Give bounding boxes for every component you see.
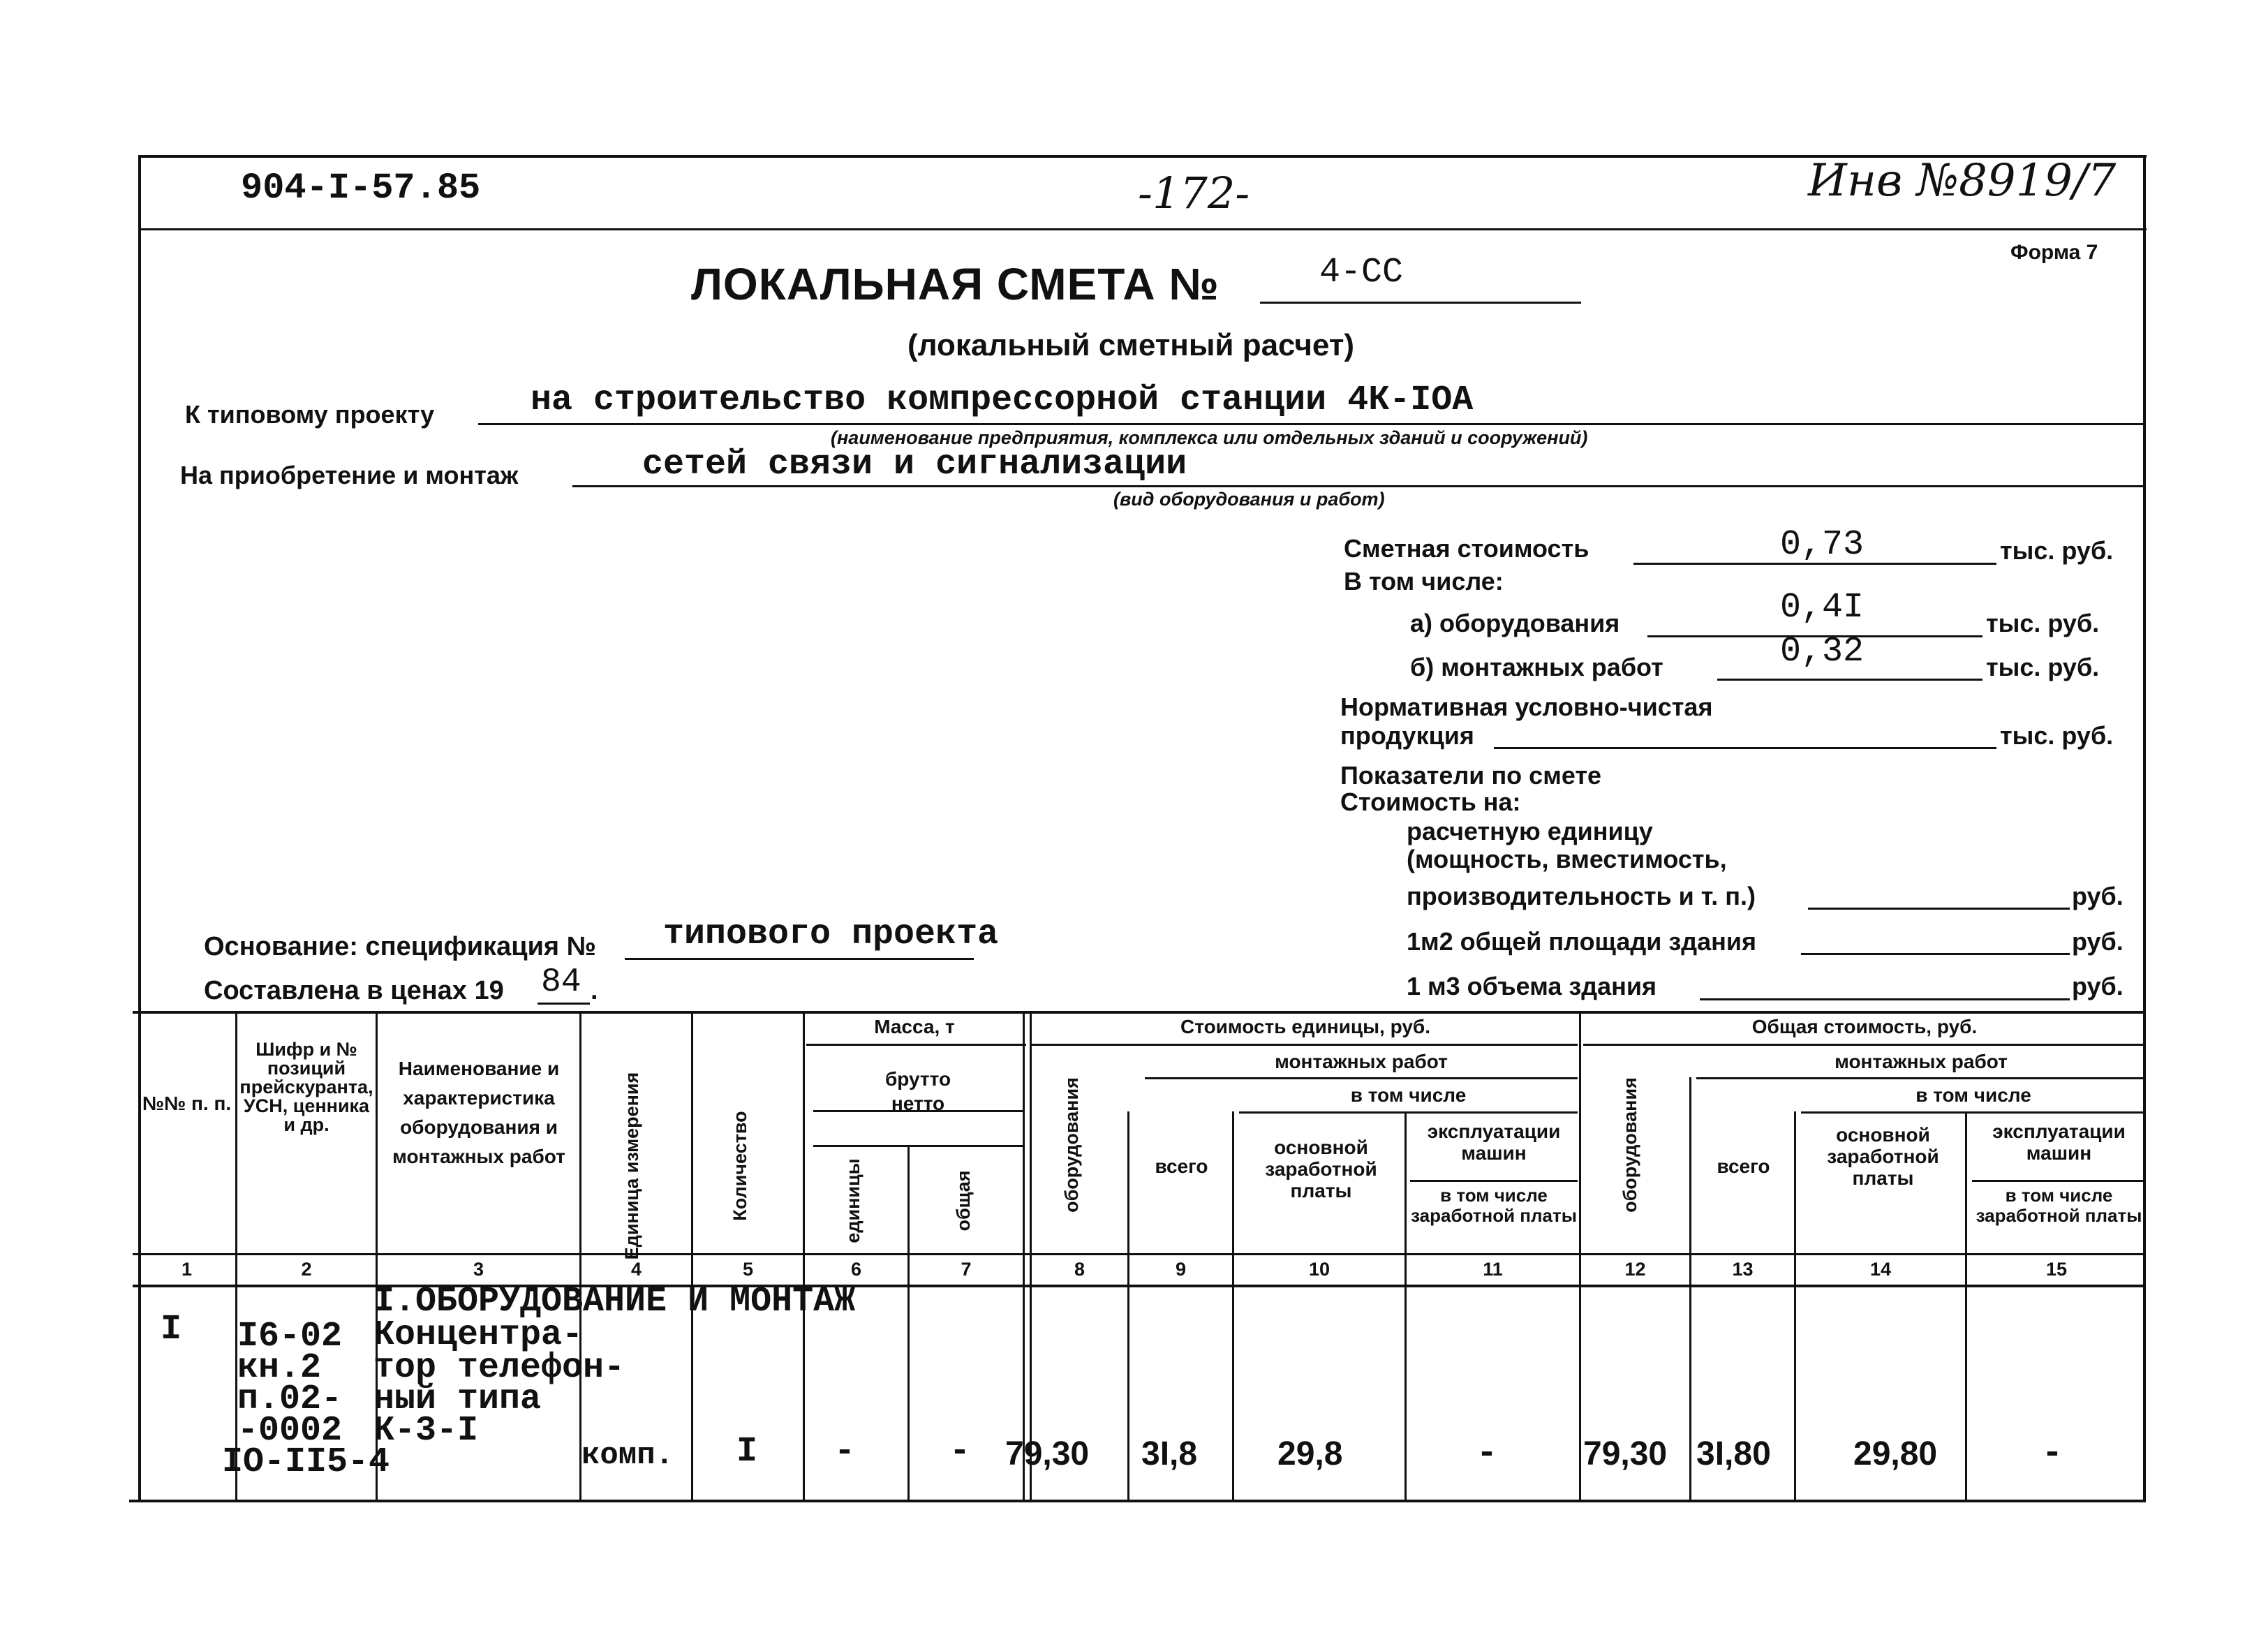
estimate-number: 4-СС [1319,253,1404,293]
row-total-installation-all: 3I,80 [1696,1435,1771,1472]
header-name: Наименование и характеристика оборудования и монтажных работ [392,1058,565,1167]
acquisition-label: На приобретение и монтаж [180,461,519,489]
basis-value: типового проекта [663,915,999,954]
prices-label: Составлена в ценах 19 [204,976,504,1005]
header-unit-all: всего [1155,1155,1208,1177]
prices-year: 84 [541,963,581,1001]
form-label: Форма 7 [2010,241,2098,264]
project-label: К типовому проекту [185,400,435,429]
section-heading: I.ОБОРУДОВАНИЕ И МОНТАЖ [373,1282,856,1322]
header-unit-of-which: в том числе [1350,1084,1467,1106]
header-code: Шифр и № позиций прейскуранта, УСН, ценника и др. [239,1039,373,1135]
header-total-base-salary: основной заработной платы [1827,1124,1939,1189]
row-total-base-salary: 29,80 [1853,1435,1938,1472]
equipment-cost-value: 0,4I [1780,588,1865,628]
basis-underline [625,958,974,960]
top-strip-divider [140,228,2147,230]
inventory-number: Инв №8919/7 [1808,155,2117,207]
col-number: 1 [181,1259,193,1280]
col-number: 10 [1308,1259,1331,1280]
row-quantity: I [736,1432,758,1472]
header-total-machines-sub: в том числе заработной платы [1976,1185,2142,1226]
normative-unit: тыс. руб. [2000,721,2114,750]
installation-cost-underline [1717,679,1982,681]
acquisition-value: сетей связи и сигнализации [642,445,1187,485]
header-bottom-line [133,1253,2146,1255]
prices-dot: . [591,976,598,1005]
header-unit: Единица измерения [621,1072,642,1260]
row-unit: комп. [581,1438,674,1473]
installation-cost-unit: тыс. руб. [1986,653,2100,681]
row-mass-total: - [949,1432,971,1472]
row-name-line: К-3-I [373,1411,479,1451]
row-code-line: -0002 [237,1411,343,1451]
header-total-cost: Общая стоимость, руб. [1751,1016,1978,1037]
indicators-label: Показатели по смете [1340,761,1602,790]
row-code-line: I6-02 [237,1317,343,1356]
col-number: 6 [850,1259,862,1280]
table-bottom-line [129,1500,2146,1502]
row-unit-installation-all: 3I,8 [1141,1435,1198,1472]
row-unit-machines: - [1476,1434,1498,1474]
cost-on-label: Стоимость на: [1340,787,1521,816]
row-mass-unit: - [834,1432,856,1472]
prices-underline [538,1003,590,1005]
header-unit-installation: монтажных работ [1275,1051,1448,1072]
total-cost-label: Сметная стоимость [1344,534,1589,563]
col-number: 12 [1624,1259,1646,1280]
acquisition-underline [572,485,2143,487]
header-unit-base-salary: основной заработной платы [1265,1137,1377,1201]
right-border [2143,155,2146,1502]
unit-rub: руб. [2072,882,2124,910]
project-value: на строительство компрессорной станции 4К-IOA [531,380,1474,420]
row-code-line: п.02- [237,1380,343,1419]
row-name-line: Концентра- [373,1315,584,1355]
project-code: 904-I-57.85 [241,168,481,209]
installation-cost-value: 0,32 [1780,632,1865,672]
row-number: I [161,1310,182,1349]
header-unit-cost: Стоимость единицы, руб. [1180,1016,1430,1037]
total-cost-unit: тыс. руб. [2000,536,2114,565]
unit-line-3: производительность и т. п.) [1407,882,1756,910]
area-underline [1801,953,2070,955]
header-row-number: №№ п. п. [142,1093,232,1114]
volume-label: 1 м3 объема здания [1407,972,1657,1000]
left-border [138,155,141,1502]
equipment-cost-label: а) оборудования [1410,609,1620,637]
header-total-equipment: оборудования [1620,1077,1640,1213]
row-code-line: IO-II5-4 [222,1442,390,1482]
acquisition-caption: (вид оборудования и работ) [1113,489,1385,510]
header-total-all: всего [1717,1155,1770,1177]
header-unit-equipment: оборудования [1061,1077,1082,1213]
equipment-cost-unit: тыс. руб. [1986,609,2100,637]
header-mass-total: общая [953,1170,974,1232]
basis-label: Основание: спецификация № [204,932,597,961]
area-label: 1м2 общей площади здания [1407,927,1757,956]
row-name-line: тор телефон- [373,1348,625,1388]
header-mass-unit: единицы [843,1158,864,1243]
row-unit-base-salary: 29,8 [1277,1435,1343,1472]
col-number: 13 [1732,1259,1754,1280]
col-number: 15 [2045,1259,2068,1280]
table-top-line [133,1011,2146,1014]
unit-line-2: (мощность, вместимость, [1407,845,1727,873]
project-caption: (наименование предприятия, комплекса или отдельных зданий и сооружений) [831,427,1588,448]
normative-underline [1494,747,1996,749]
page-subtitle: (локальный сметный расчет) [907,328,1355,362]
header-total-installation: монтажных работ [1835,1051,2008,1072]
estimate-number-underline [1260,302,1581,304]
col-number: 14 [1869,1259,1892,1280]
unit-line-1: расчетную единицу [1407,817,1653,845]
col-number: 7 [961,1259,972,1280]
col-number: 8 [1074,1259,1085,1280]
col-number: 3 [473,1259,484,1280]
project-underline [478,423,2143,425]
header-netto: нетто [891,1093,945,1114]
page-title: ЛОКАЛЬНАЯ СМЕТА № [691,259,1220,309]
volume-rub: руб. [2072,972,2124,1000]
including-label: В том числе: [1344,567,1504,596]
col-number: 5 [742,1259,754,1280]
header-mass: Масса, т [874,1016,955,1037]
installation-cost-label: б) монтажных работ [1410,653,1663,681]
total-cost-value: 0,73 [1780,525,1865,565]
header-unit-machines-sub: в том числе заработной платы [1411,1185,1577,1226]
normative-label-1: Нормативная условно-чистая [1340,693,1713,721]
unit-underline [1808,908,2070,910]
col-number: 11 [1483,1259,1503,1280]
row-code-line: кн.2 [237,1348,322,1388]
area-rub: руб. [2072,927,2124,956]
row-total-machines: - [2042,1434,2063,1474]
normative-label-2: продукция [1340,721,1474,750]
row-unit-equipment: 79,30 [1005,1435,1090,1472]
col-number: 4 [630,1259,642,1280]
col-number: 2 [301,1259,312,1280]
header-quantity: Количество [729,1111,750,1221]
header-total-machines: эксплуатации машин [1992,1121,2126,1164]
page-number: -172- [1138,168,1250,219]
volume-underline [1700,998,2070,1000]
header-brutto: брутто [884,1068,951,1090]
row-total-equipment: 79,30 [1583,1435,1668,1472]
col-number: 9 [1175,1259,1187,1280]
row-name-line: ный типа [373,1380,542,1419]
header-unit-machines: эксплуатации машин [1427,1121,1561,1164]
header-total-of-which: в том числе [1915,1084,2031,1106]
